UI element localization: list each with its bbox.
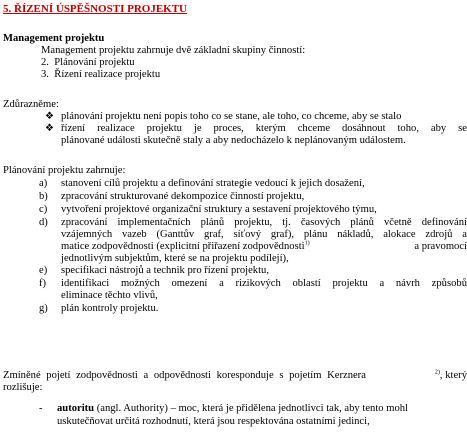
list-text: specifikaci nástrojů a technik pro řízení projektu, — [61, 265, 269, 276]
bullet-text-continued — [61, 135, 406, 147]
list-letter: g) — [39, 303, 48, 314]
list-letter: e) — [39, 265, 48, 276]
bullet-line: řízení realizace projektu je proces, kterým chceme dosáhnout toho, aby se — [61, 123, 467, 134]
footnote-ref[interactable]: 2) — [434, 369, 440, 376]
list-item — [41, 57, 135, 69]
list-text — [61, 217, 467, 229]
list-line: zpracování implementačních plánů projektu, tj. časových plánů včetně definování — [61, 217, 467, 228]
section-title-management: Management projektu — [3, 33, 105, 44]
paragraph-line: rozlišuje: — [3, 382, 43, 393]
list-number: 3. — [41, 69, 49, 80]
list-line: vzájemných vazeb (Ganttův graf, síťový graf), plánu nákladů, alokace zdrojů a — [61, 229, 467, 240]
list-text: Řízení realizace projektu — [54, 69, 161, 80]
section-title-emphasis: Zdůrazněme: — [3, 99, 59, 110]
list-text: eliminace těchto vlivů, — [61, 290, 158, 301]
list-text — [61, 229, 467, 241]
section-title-planning: Plánování projektu zahrnuje: — [3, 165, 126, 176]
definition-continued: uskutečňovat určitá rozhodnutí, která jsou respektována ostatními jedinci, — [57, 416, 370, 427]
list-text: Plánování projektu — [54, 57, 135, 68]
list-number: 2. — [41, 57, 49, 68]
list-letter: f) — [39, 278, 47, 289]
bullet-text: plánování projektu není popis toho co se stane, ale toho, co chceme, aby se stalo — [61, 111, 402, 122]
list-text: vytvoření projektové organizační struktury a sestavení projektového týmu, — [61, 204, 377, 215]
list-text — [61, 241, 467, 253]
list-line: matice zodpovědnosti (explicitní přiřazení zodpovědnosti — [61, 241, 305, 252]
term-definition: (angl. Authority) – moc, která je přidělena jednotlivci tak, aby tento mohl — [94, 403, 408, 414]
list-text: jednotlivým subjektům, které se na projektu podílejí), — [61, 253, 289, 264]
list-text: zpracování strukturované dekompozice činností projektu, — [61, 191, 305, 202]
page-heading: 5. ŘÍZENÍ ÚSPĚŠNOSTI PROJEKTU — [3, 3, 187, 15]
footnote-ref[interactable]: 1) — [304, 240, 310, 247]
management-intro: Management projektu zahrnuje dvě základní skupiny činností: — [41, 45, 306, 56]
diamond-bullet-icon: ❖ — [45, 111, 54, 122]
paragraph-line-tail: , který — [439, 370, 467, 381]
dash-bullet: - — [39, 403, 43, 414]
bullet-line: plánované události skutečně staly a aby nedocházelo k neplánovaným událostem. — [61, 135, 406, 146]
list-letter: a) — [39, 178, 48, 189]
list-line-tail: a pravomocí — [414, 241, 467, 252]
list-letter: d) — [39, 217, 48, 228]
list-letter: c) — [39, 204, 48, 215]
kerzner-paragraph — [3, 370, 467, 382]
list-text: stanovení cílů projektu a definování strategie vedoucí k jejich dosažení, — [61, 178, 365, 189]
paragraph-line: Zmíněné pojetí zodpovědnosti a odpovědnosti koresponduje s pojetím Kerznera — [3, 370, 366, 381]
bullet-text — [61, 123, 467, 135]
term: autoritu — [57, 403, 95, 414]
definition-line — [57, 403, 408, 415]
list-letter: b) — [39, 191, 48, 202]
list-item — [41, 69, 160, 81]
list-text — [61, 278, 467, 290]
list-text: plán kontroly projektu. — [61, 303, 159, 314]
diamond-bullet-icon: ❖ — [45, 123, 54, 134]
list-line: identifikaci možných omezení a rizikových oblastí projektu a návrh způsobů — [61, 278, 467, 289]
